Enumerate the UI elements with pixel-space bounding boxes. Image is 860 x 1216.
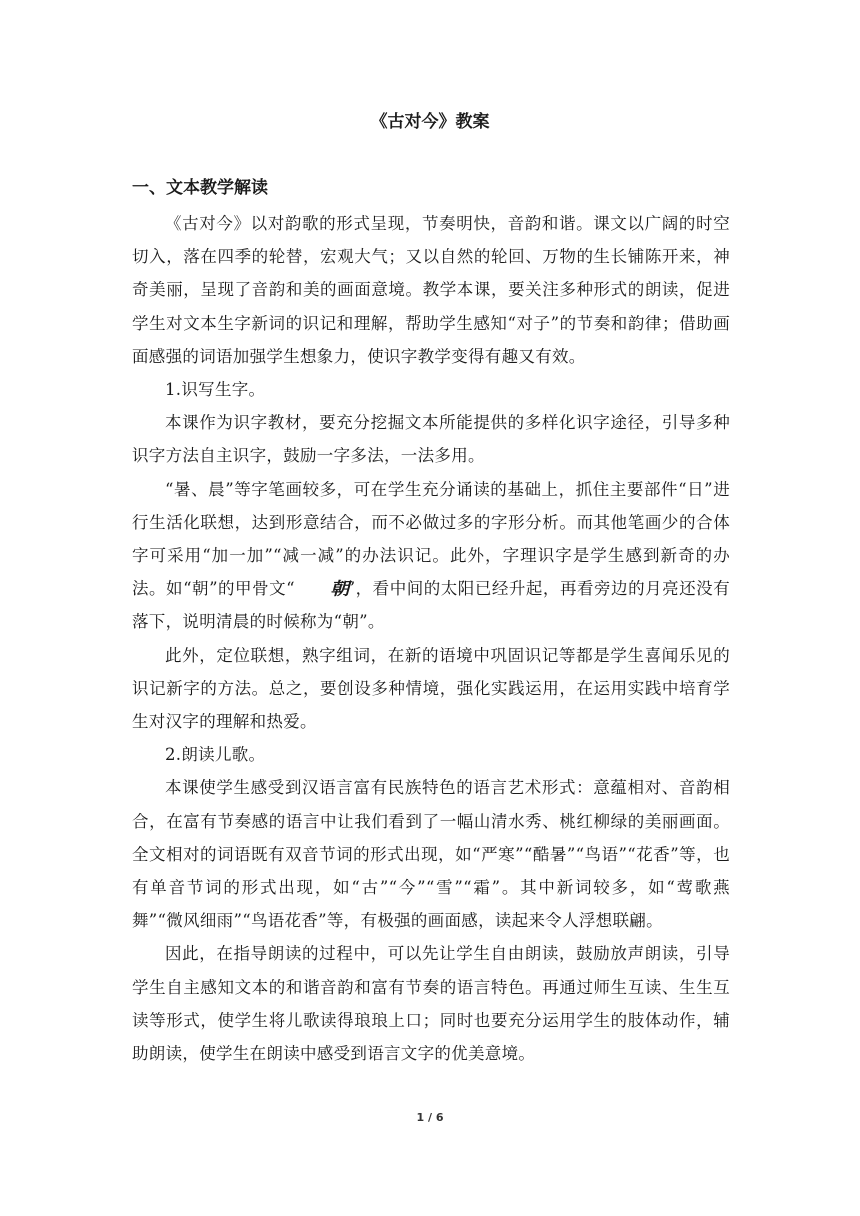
item-1-paragraph-2 [132, 473, 730, 639]
intro-paragraph: 《古对今》以对韵歌的形式呈现，节奏明快，音韵和谐。课文以广阔的时空切入，落在四季的轮替，宏观大气；又以自然的轮回、万物的生长铺陈开来，神奇美丽，呈现了音韵和美的画面意境。教学本课，要关注多种形式的朗读，促进学生对文本生字新词的识记和理解，帮助学生感知“对子”的节奏和韵律；借助画面感强的词语加强学生想象力，使识字教学变得有趣又有效。 [132, 214, 730, 366]
item-2-paragraph-1: 本课使学生感受到汉语言富有民族特色的语言艺术形式：意蕴相对、音韵相合，在富有节奏感的语言中让我们看到了一幅山清水秀、桃红柳绿的美丽画面。全文相对的词语既有双音节词的形式出现，如“严寒”“酷暑”“鸟语”“花香”等，也有单音节词的形式出现，如“古”“今”“雪”“霜”。其中新词较多，如“莺歌燕舞”“微风细雨”“鸟语花香”等，有极强的画面感，读起来令人浮想联翩。 [132, 778, 730, 931]
item-1-paragraph-1: 本课作为识字教材，要充分挖掘文本所能提供的多样化识字途径，引导多种识字方法自主识字，鼓励一字多法，一法多用。 [132, 413, 730, 466]
item-1-paragraph-3: 此外，定位联想，熟字组词，在新的语境中巩固识记等都是学生喜闻乐见的识记新字的方法。总之，要创设多种情境，强化实践运用，在运用实践中培育学生对汉字的理解和热爱。 [132, 645, 730, 732]
page-number: 1 / 6 [416, 1111, 444, 1124]
item-1-paragraph-2-text: “暑、晨”等字笔画较多，可在学生充分诵读的基础上，抓住主要部件“日”进行生活化联想，达到形意结合，而不必做过多的字形分析。而其他笔画少的合体字可采用“加一加”“减一减”的办法识记。此外，字理识字是学生感到新奇的办法。如“朝”的甲骨文“ [132, 479, 730, 599]
item-2-label: 2.朗读儿歌。 [165, 745, 266, 765]
oracle-bone-glyph-image: 朝 [330, 578, 350, 599]
item-2-paragraph-2: 因此，在指导朗读的过程中，可以先让学生自由朗读，鼓励放声朗读，引导学生自主感知文本的和谐音韵和富有节奏的语言特色。再通过师生互读、生生互读等形式，使学生将儿歌读得琅琅上口；同时也要充分运用学生的肢体动作，辅助朗读，使学生在朗读中感受到语言文字的优美意境。 [132, 944, 730, 1064]
item-1-label: 1.识写生字。 [165, 380, 266, 400]
document-title: 《古对今》教案 [370, 112, 490, 132]
item-1-paragraph-2-end: ”，看中间的太阳已经升起，再看旁边的月亮还没有落下，说明清晨的时候称为“朝”。 [132, 579, 730, 632]
section-heading: 一、文本教学解读 [132, 178, 268, 198]
document-body [132, 174, 730, 1070]
